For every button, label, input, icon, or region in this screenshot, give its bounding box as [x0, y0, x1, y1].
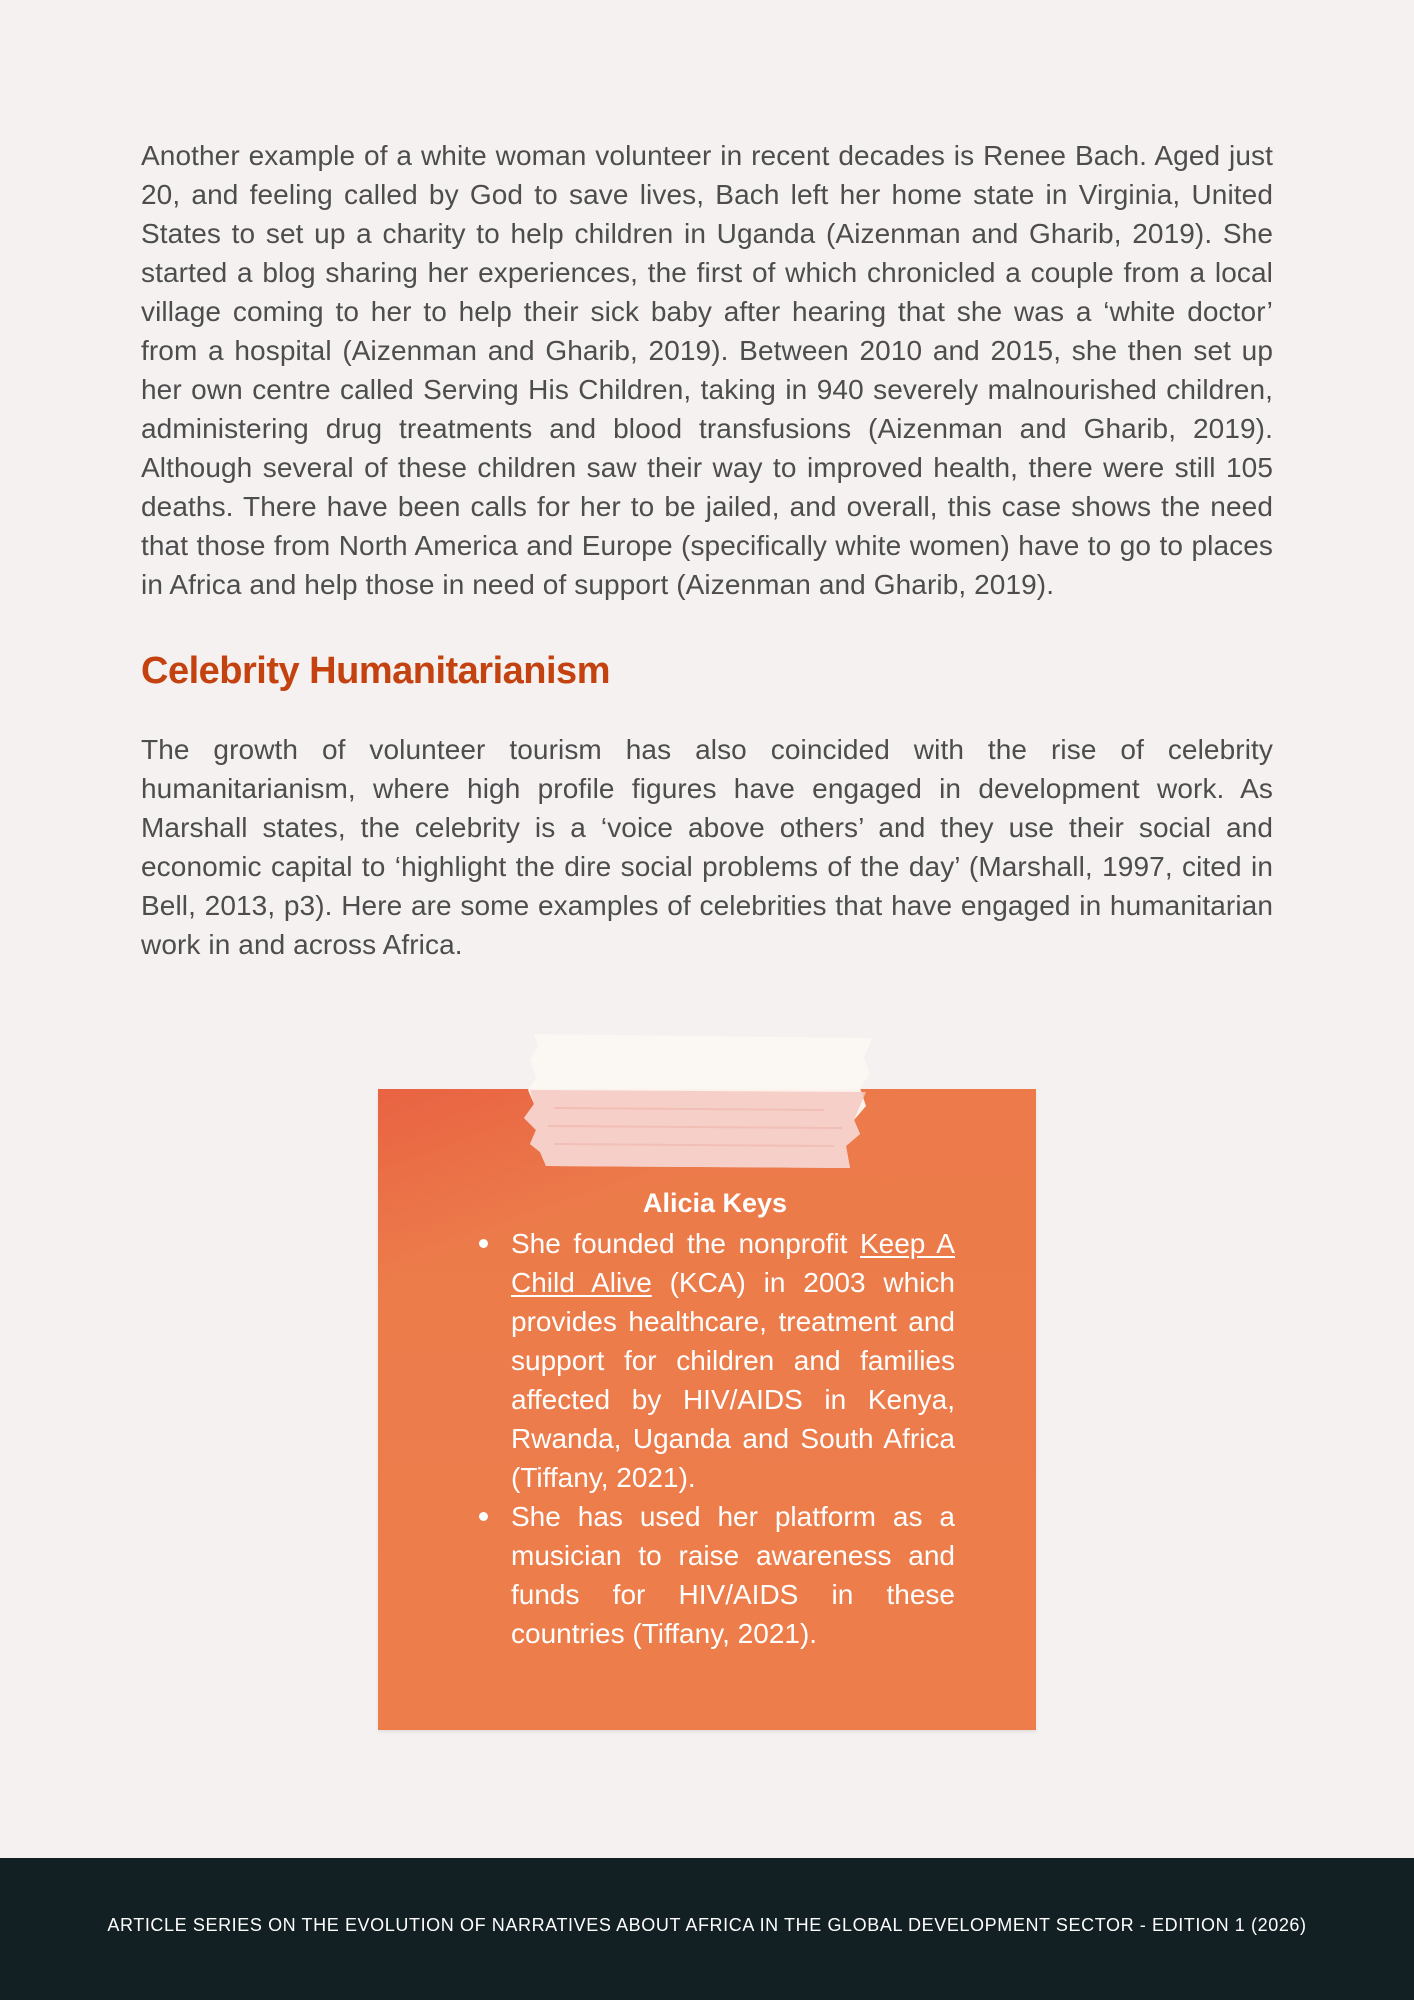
footer-text: ARTICLE SERIES ON THE EVOLUTION OF NARRATIVES ABOUT AFRICA IN THE GLOBAL DEVELOPMENT SECTOR - EDITION 1 (2026) — [107, 1915, 1307, 1935]
paragraph-renee-bach: Another example of a white woman volunteer in recent decades is Renee Bach. Aged just 20, and feeling called by God to save lives, Bach left her home state in Virginia, United States to set up a charity to help children in Uganda (Aizenman and Gharib, 2019). She started a blog sharing her experiences, the first of which chronicled a couple from a local village coming to her to help their sick baby after hearing that she was a ‘white doctor’ from a hospital (Aizenman and Gharib, 2019). Between 2010 and 2015, she then set up her own centre called Serving His Children, taking in 940 severely malnourished children, administering drug treatments and blood transfusions (Aizenman and Gharib, 2019). Although several of these children saw their way to improved health, there were still 105 deaths. There have been calls for her to be jailed, and overall, this case shows the need that those from North America and Europe (specifically white women) have to go to places in Africa and help those in need of support (Aizenman and Gharib, 2019). — [141, 140, 1273, 600]
keep-a-child-alive-link[interactable]: Keep A Child Alive — [511, 1228, 955, 1298]
bullet-text-prefix: She founded the nonprofit — [511, 1228, 860, 1259]
note-bullet-list — [475, 1224, 955, 1653]
list-item — [475, 1497, 955, 1653]
list-item — [475, 1224, 955, 1497]
note-title: Alicia Keys — [642, 1188, 788, 1218]
sticky-note-card — [378, 1089, 1036, 1730]
bullet-icon — [479, 1512, 488, 1521]
paragraph-celebrity-humanitarianism: The growth of volunteer tourism has also coincided with the rise of celebrity humanitarianism, where high profile figures have engaged in development work. As Marshall states, the celebrity is a ‘voice above others’ and they use their social and economic capital to ‘highlight the dire social problems of the day’ (Marshall, 1997, cited in Bell, 2013, p3). Here are some examples of celebrities that have engaged in humanitarian work in and across Africa. — [141, 734, 1273, 960]
section-heading: Celebrity Humanitarianism — [141, 650, 610, 692]
footer-bar — [0, 1858, 1414, 2000]
masking-tape-icon — [524, 1034, 872, 1168]
bullet-icon — [479, 1239, 488, 1248]
note-content — [475, 1185, 955, 1653]
bullet-text: She has used her platform as a musician to raise awareness and funds for HIV/AIDS in these countries (Tiffany, 2021). — [511, 1501, 955, 1649]
bullet-text-suffix: (KCA) in 2003 which provides healthcare, treatment and support for children and families affected by HIV/AIDS in Kenya, Rwanda, Uganda and South Africa (Tiffany, 2021). — [511, 1267, 955, 1493]
article-content — [141, 136, 1273, 964]
